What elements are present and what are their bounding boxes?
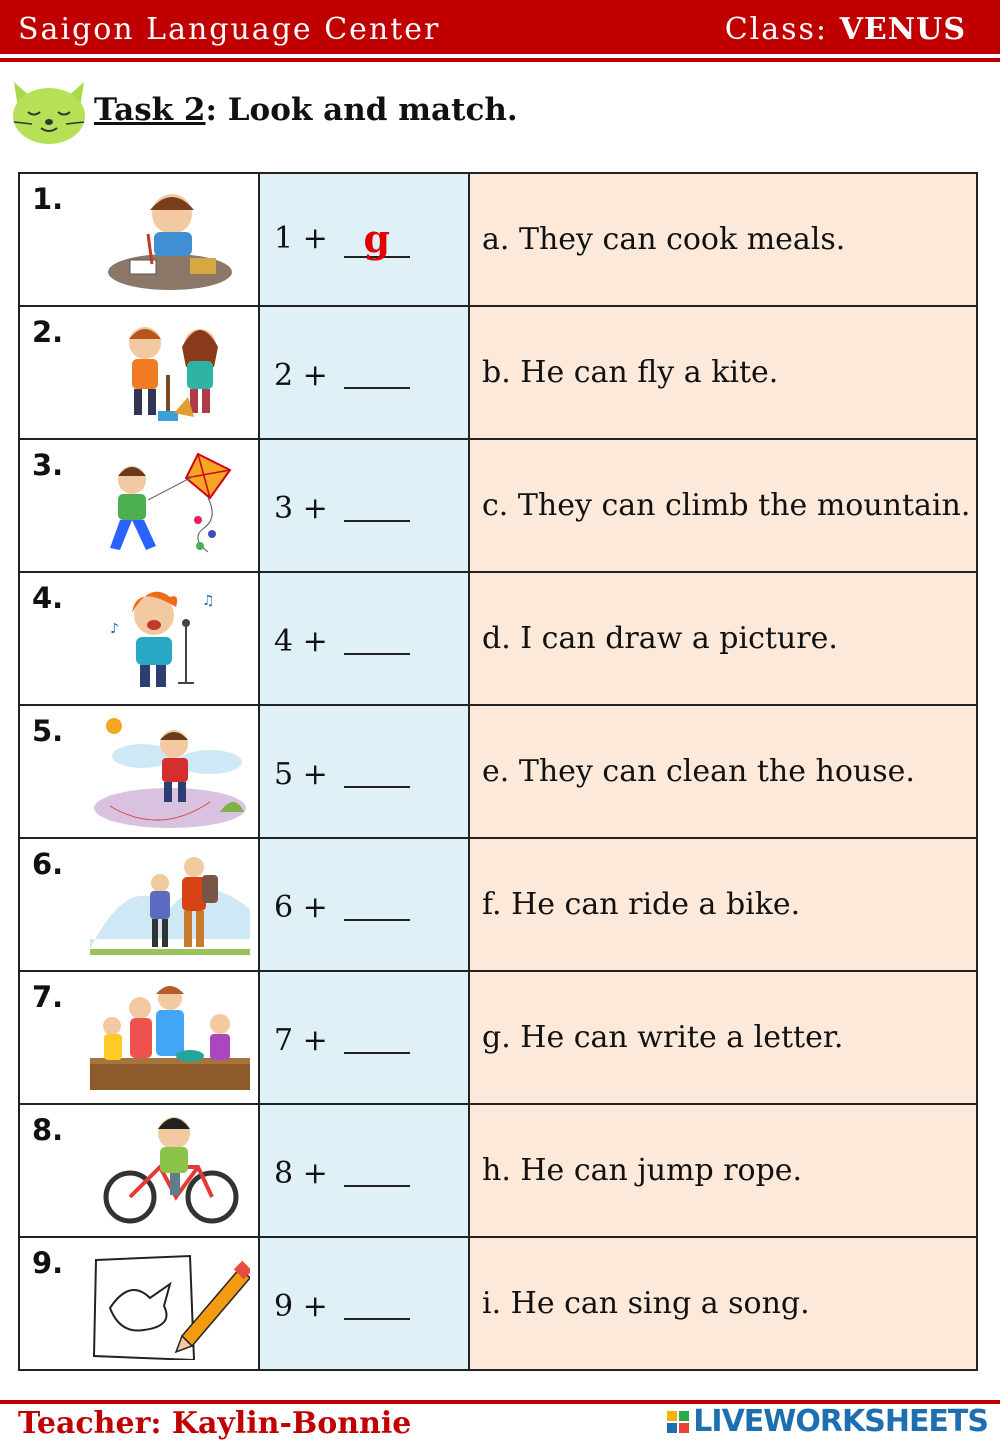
hikers-illustration — [90, 849, 250, 961]
option-cell — [469, 1104, 977, 1237]
answer-cell — [259, 306, 469, 439]
picture-cell — [19, 971, 259, 1104]
answer-blank-input[interactable] — [344, 1018, 410, 1054]
answer-cell — [259, 173, 469, 306]
answer-prefix: 4 + — [274, 623, 328, 659]
cleaning-kids-illustration — [90, 317, 250, 429]
option-text: e. They can clean the house. — [482, 753, 915, 789]
picture-cell — [19, 705, 259, 838]
item-number: 2. — [32, 315, 64, 349]
picture-cell — [19, 439, 259, 572]
answer-prefix: 7 + — [274, 1022, 328, 1058]
option-cell — [469, 306, 977, 439]
answer-cell — [259, 971, 469, 1104]
singing-boy-illustration — [90, 583, 250, 695]
header-bar — [0, 0, 1000, 54]
option-text: b. He can fly a kite. — [482, 354, 779, 390]
center-name: Saigon Language Center — [18, 12, 441, 47]
answer-blank-input[interactable] — [344, 353, 410, 389]
option-cell — [469, 705, 977, 838]
option-text: a. They can cook meals. — [482, 221, 846, 257]
match-row — [19, 439, 977, 572]
match-row — [19, 173, 977, 306]
answer-prefix: 6 + — [274, 889, 328, 925]
class-info — [725, 12, 966, 47]
match-row — [19, 1237, 977, 1370]
item-number: 9. — [32, 1246, 64, 1280]
answer-cell — [259, 1104, 469, 1237]
match-row — [19, 572, 977, 705]
answer-blank-input[interactable] — [344, 1151, 410, 1187]
item-number: 7. — [32, 980, 64, 1014]
answer-value: g — [363, 216, 391, 261]
drawing-pencil-illustration — [90, 1248, 250, 1360]
class-label: Class: — [724, 12, 829, 47]
option-cell — [469, 971, 977, 1104]
option-text: c. They can climb the mountain. — [482, 487, 971, 523]
header-divider — [0, 58, 1000, 62]
picture-cell — [19, 572, 259, 705]
option-text: g. He can write a letter. — [482, 1019, 844, 1055]
option-cell — [469, 572, 977, 705]
answer-prefix: 9 + — [274, 1288, 328, 1324]
answer-blank-input[interactable] — [344, 752, 410, 788]
match-row — [19, 971, 977, 1104]
task-heading — [94, 92, 518, 128]
answer-cell — [259, 838, 469, 971]
answer-blank-input[interactable] — [344, 885, 410, 921]
answer-blank-input[interactable] — [344, 216, 410, 261]
answer-blank-input[interactable] — [344, 619, 410, 655]
match-row — [19, 705, 977, 838]
class-name: VENUS — [839, 12, 966, 47]
svg-text:♫: ♫ — [202, 593, 215, 609]
option-cell — [469, 439, 977, 572]
match-row — [19, 1104, 977, 1237]
brand-logo — [667, 1404, 988, 1439]
answer-cell — [259, 439, 469, 572]
task-instruction: : Look and match. — [205, 92, 518, 128]
item-number: 5. — [32, 714, 64, 748]
answer-cell — [259, 572, 469, 705]
item-number: 1. — [32, 182, 64, 216]
answer-cell — [259, 1237, 469, 1370]
answer-prefix: 5 + — [274, 756, 328, 792]
item-number: 4. — [32, 581, 64, 615]
option-text: h. He can jump rope. — [482, 1152, 803, 1188]
option-cell — [469, 173, 977, 306]
cat-icon — [8, 76, 90, 148]
option-cell — [469, 838, 977, 971]
option-text: d. I can draw a picture. — [482, 620, 838, 656]
match-row — [19, 838, 977, 971]
option-text: i. He can sing a song. — [482, 1285, 810, 1321]
picture-cell — [19, 173, 259, 306]
bike-boy-illustration — [90, 1115, 250, 1227]
option-cell — [469, 1237, 977, 1370]
picture-cell — [19, 306, 259, 439]
svg-text:♪: ♪ — [110, 621, 119, 637]
picture-cell — [19, 838, 259, 971]
writing-boy-illustration — [90, 184, 250, 296]
item-number: 8. — [32, 1113, 64, 1147]
answer-blank-input[interactable] — [344, 1284, 410, 1320]
match-row — [19, 306, 977, 439]
item-number: 6. — [32, 847, 64, 881]
answer-blank-input[interactable] — [344, 486, 410, 522]
match-table — [18, 172, 978, 1371]
item-number: 3. — [32, 448, 64, 482]
task-label: Task 2 — [94, 92, 206, 128]
answer-prefix: 8 + — [274, 1155, 328, 1191]
answer-prefix: 1 + — [274, 221, 328, 256]
jump-rope-boy-illustration — [90, 716, 250, 828]
answer-prefix: 3 + — [274, 490, 328, 526]
picture-cell — [19, 1104, 259, 1237]
teacher-name: Teacher: Kaylin-Bonnie — [18, 1406, 412, 1441]
picture-cell — [19, 1237, 259, 1370]
option-text: f. He can ride a bike. — [482, 886, 801, 922]
cooking-family-illustration — [90, 982, 250, 1094]
kite-boy-illustration — [90, 450, 250, 562]
answer-cell — [259, 705, 469, 838]
answer-prefix: 2 + — [274, 357, 328, 393]
liveworksheets-logo-icon — [667, 1411, 689, 1433]
brand-name: LIVEWORKSHEETS — [693, 1404, 988, 1439]
